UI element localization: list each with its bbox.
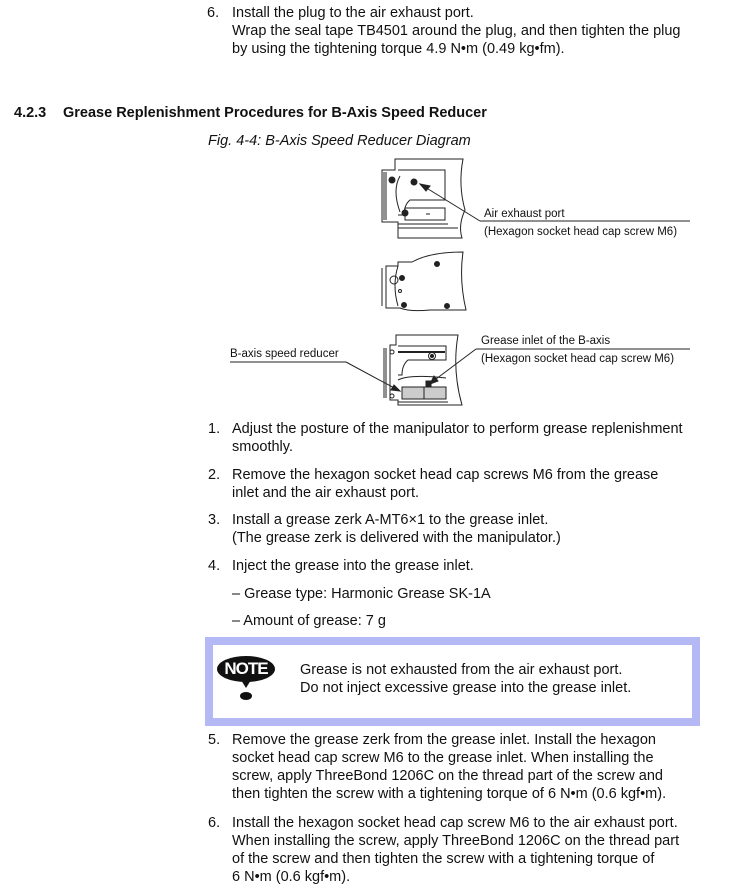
step-number: 1. xyxy=(208,421,221,437)
step-text: screw, apply ThreeBond 1206C on the thread part of the screw and xyxy=(232,768,663,784)
bottom-view-illustration xyxy=(384,335,462,405)
middle-view-illustration xyxy=(382,252,466,311)
label-air-exhaust-screw: (Hexagon socket head cap screw M6) xyxy=(484,226,678,238)
step-text: Remove the hexagon socket head cap screws M6 from the grease xyxy=(232,467,659,483)
note-text: Grease is not exhausted from the air exhaust port. xyxy=(300,662,623,678)
prev-step-number: 6. xyxy=(207,5,220,21)
note-badge: NOTE xyxy=(224,659,268,678)
note-text: Do not inject excessive grease into the grease inlet. xyxy=(300,680,632,696)
step-number: 4. xyxy=(208,558,221,574)
step-text: (The grease zerk is delivered with the manipulator.) xyxy=(232,530,561,546)
step-number: 2. xyxy=(208,467,221,483)
section-title: Grease Replenishment Procedures for B-Axis Speed Reducer xyxy=(63,105,487,121)
step-text: inlet and the air exhaust port. xyxy=(232,485,420,501)
section-number: 4.2.3 xyxy=(14,105,47,121)
speed-reducer-arrow xyxy=(391,385,400,391)
step-text: Remove the grease zerk from the grease inlet. Install the hexagon xyxy=(232,732,656,748)
step-number: 6. xyxy=(208,815,221,831)
step-text: socket head cap screw M6 to the grease inlet. When installing the xyxy=(232,750,654,766)
step-text: then tighten the screw with a tightening torque of 6 N•m (0.6 kgf•m). xyxy=(232,786,667,802)
label-grease-inlet: Grease inlet of the B-axis xyxy=(481,335,611,347)
top-view-illustration xyxy=(382,159,465,238)
step-text: When installing the screw, apply ThreeBond 1206C on the thread part xyxy=(232,833,680,849)
label-grease-inlet-screw: (Hexagon socket head cap screw M6) xyxy=(481,353,675,365)
label-speed-reducer: B-axis speed reducer xyxy=(230,348,339,360)
step-number: 3. xyxy=(208,512,221,528)
figure-caption: Fig. 4-4: B-Axis Speed Reducer Diagram xyxy=(208,133,471,149)
air-exhaust-arrow xyxy=(420,184,430,191)
grease-amount-item: – Amount of grease: 7 g xyxy=(232,613,386,629)
step-text: smoothly. xyxy=(232,439,293,455)
step-text: Inject the grease into the grease inlet. xyxy=(232,558,474,574)
prev-step-line: Wrap the seal tape TB4501 around the plug, and then tighten the plug xyxy=(232,23,681,39)
step-text: Install the hexagon socket head cap screw M6 to the air exhaust port. xyxy=(232,815,678,831)
grease-inlet-leader xyxy=(432,349,476,382)
prev-step-line: Install the plug to the air exhaust port. xyxy=(232,5,474,21)
step-number: 5. xyxy=(208,732,221,748)
label-air-exhaust-port: Air exhaust port xyxy=(484,208,565,220)
grease-type-item: – Grease type: Harmonic Grease SK-1A xyxy=(232,586,491,602)
step-text: Adjust the posture of the manipulator to perform grease replenishment xyxy=(232,421,683,437)
step-text: of the screw and then tighten the screw with a tightening torque of xyxy=(232,851,655,867)
step-text: 6 N•m (0.6 kgf•m). xyxy=(232,869,351,885)
air-exhaust-leader xyxy=(420,184,480,221)
step-text: Install a grease zerk A-MT6×1 to the grease inlet. xyxy=(232,512,549,528)
prev-step-line: by using the tightening torque 4.9 N•m (0.49 kg•fm). xyxy=(232,41,565,57)
note-box xyxy=(205,637,700,726)
